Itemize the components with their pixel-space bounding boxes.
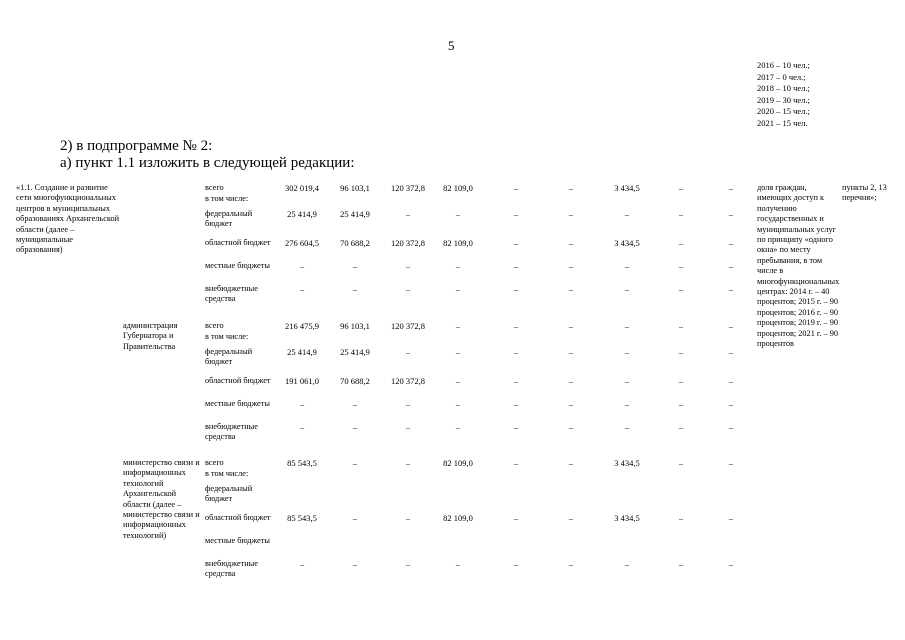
value-cell: – <box>513 559 519 569</box>
years-note-line: 2019 – 30 чел.; <box>757 94 810 105</box>
value-cell: – <box>624 376 630 386</box>
value-cell: 25 414,9 <box>287 209 317 219</box>
value-cell: – <box>352 261 358 271</box>
years-note-line: 2016 – 10 чел.; <box>757 60 810 70</box>
value-cell: – <box>678 183 684 193</box>
value-cell: – <box>455 284 461 294</box>
value-cell: – <box>513 347 519 357</box>
value-cell: – <box>678 458 684 468</box>
value-cell: – <box>678 422 684 432</box>
value-cell: 70 688,2 <box>340 238 370 248</box>
value-cell: – <box>299 422 305 432</box>
row-label: местные бюджеты <box>205 261 270 270</box>
value-cell: – <box>568 513 574 523</box>
row-label: областной бюджет <box>205 376 271 385</box>
value-cell: – <box>513 399 519 409</box>
row-label: местные бюджеты <box>205 536 270 545</box>
value-cell: – <box>405 209 411 219</box>
value-cell: – <box>568 321 574 331</box>
value-cell: – <box>728 183 734 193</box>
row-label-secondary: в том числе: <box>205 194 249 203</box>
value-cell: 82 109,0 <box>443 238 473 248</box>
value-cell: 120 372,8 <box>391 238 425 248</box>
value-cell: – <box>405 422 411 432</box>
value-cell: – <box>728 399 734 409</box>
value-cell: – <box>352 422 358 432</box>
value-cell: – <box>624 284 630 294</box>
value-cell: – <box>568 376 574 386</box>
value-cell: – <box>678 321 684 331</box>
row-label: областной бюджет <box>205 238 271 247</box>
value-cell: – <box>568 261 574 271</box>
value-cell: – <box>728 261 734 271</box>
value-cell: – <box>624 422 630 432</box>
row-label: местные бюджеты <box>205 399 270 408</box>
executor-administration: администрация Губернатора и Правительства <box>123 321 178 351</box>
row-label: внебюджетные средства <box>205 559 258 579</box>
row-label: областной бюджет <box>205 513 271 522</box>
value-cell: – <box>455 399 461 409</box>
value-cell: – <box>455 321 461 331</box>
value-cell: – <box>513 458 519 468</box>
value-cell: – <box>352 559 358 569</box>
years-note-line: 2021 – 15 чел. <box>757 117 808 128</box>
value-cell: – <box>405 261 411 271</box>
value-cell: – <box>352 513 358 523</box>
value-cell: – <box>405 458 411 468</box>
value-cell: – <box>513 238 519 248</box>
value-cell: – <box>299 399 305 409</box>
value-cell: 216 475,9 <box>285 321 319 331</box>
value-cell: – <box>678 376 684 386</box>
value-cell: – <box>299 284 305 294</box>
value-cell: – <box>624 559 630 569</box>
value-cell: – <box>405 399 411 409</box>
value-cell: 3 434,5 <box>614 513 640 523</box>
value-cell: – <box>405 347 411 357</box>
value-cell: – <box>728 347 734 357</box>
value-cell: – <box>568 209 574 219</box>
value-cell: – <box>568 422 574 432</box>
value-cell: 120 372,8 <box>391 376 425 386</box>
value-cell: – <box>455 347 461 357</box>
value-cell: – <box>513 321 519 331</box>
value-cell: 96 103,1 <box>340 183 370 193</box>
row-label: внебюджетные средства <box>205 422 258 442</box>
value-cell: – <box>728 209 734 219</box>
value-cell: – <box>455 422 461 432</box>
value-cell: – <box>513 284 519 294</box>
value-cell: – <box>678 513 684 523</box>
value-cell: – <box>568 399 574 409</box>
value-cell: – <box>455 261 461 271</box>
value-cell: – <box>405 513 411 523</box>
value-cell: – <box>405 559 411 569</box>
value-cell: 25 414,9 <box>340 347 370 357</box>
value-cell: – <box>624 261 630 271</box>
value-cell: – <box>568 559 574 569</box>
value-cell: – <box>352 458 358 468</box>
years-note-line: 2017 – 0 чел.; <box>757 71 806 82</box>
value-cell: – <box>728 321 734 331</box>
row-label: федеральный бюджет <box>205 209 253 229</box>
value-cell: 25 414,9 <box>287 347 317 357</box>
reference-text: пункты 2, 13 перечня»; <box>842 183 887 203</box>
row-label: всего <box>205 183 224 192</box>
row-label: федеральный бюджет <box>205 347 253 367</box>
years-note <box>757 60 810 130</box>
page-number: 5 <box>448 38 455 53</box>
row-label: всего <box>205 321 224 330</box>
value-cell: – <box>728 376 734 386</box>
value-cell: – <box>568 183 574 193</box>
indicator-text: доля граждан, имеющих доступ к получению государственных и муниципальных услуг по принципу «одного окна» по месту пребывания, в том числе в многофункциональных центрах: 2014 г. – 40 процентов; 2015 г. – 90 процентов; 2016 г. – 90 процентов; 2019 г. – 90 процентов; 2021 г. – 90 процентов <box>757 183 840 349</box>
value-cell: – <box>299 261 305 271</box>
value-cell: – <box>728 458 734 468</box>
value-cell: – <box>513 183 519 193</box>
value-cell: 3 434,5 <box>614 458 640 468</box>
value-cell: 82 109,0 <box>443 458 473 468</box>
value-cell: 82 109,0 <box>443 513 473 523</box>
value-cell: – <box>728 559 734 569</box>
value-cell: 85 543,5 <box>287 458 317 468</box>
value-cell: – <box>678 209 684 219</box>
executor-ministry: министерство связи и информационных технологий Архангельской области (далее – министерство связи и информационных технологий) <box>123 458 200 540</box>
value-cell: – <box>455 209 461 219</box>
value-cell: – <box>568 238 574 248</box>
value-cell: 191 061,0 <box>285 376 319 386</box>
value-cell: 3 434,5 <box>614 183 640 193</box>
value-cell: – <box>568 284 574 294</box>
value-cell: 70 688,2 <box>340 376 370 386</box>
row-label: федеральный бюджет <box>205 484 253 504</box>
item-name: «1.1. Создание и развитие сети многофункциональных центров в муниципальных образованиях Архангельской области (далее – муниципальные образования) <box>16 183 120 255</box>
value-cell: – <box>405 284 411 294</box>
value-cell: 120 372,8 <box>391 321 425 331</box>
value-cell: 82 109,0 <box>443 183 473 193</box>
value-cell: 302 019,4 <box>285 183 319 193</box>
value-cell: – <box>624 399 630 409</box>
value-cell: – <box>678 399 684 409</box>
value-cell: 85 543,5 <box>287 513 317 523</box>
value-cell: – <box>624 321 630 331</box>
value-cell: – <box>678 238 684 248</box>
years-note-line: 2020 – 15 чел.; <box>757 106 810 117</box>
value-cell: – <box>728 422 734 432</box>
value-cell: – <box>728 238 734 248</box>
value-cell: – <box>299 559 305 569</box>
row-label: внебюджетные средства <box>205 284 258 304</box>
value-cell: – <box>352 284 358 294</box>
value-cell: – <box>513 376 519 386</box>
value-cell: 3 434,5 <box>614 238 640 248</box>
row-label-secondary: в том числе: <box>205 469 249 478</box>
value-cell: – <box>352 399 358 409</box>
value-cell: – <box>455 376 461 386</box>
value-cell: – <box>568 458 574 468</box>
value-cell: – <box>513 422 519 432</box>
value-cell: 120 372,8 <box>391 183 425 193</box>
value-cell: – <box>678 284 684 294</box>
row-label-secondary: в том числе: <box>205 332 249 341</box>
row-label: всего <box>205 458 224 467</box>
value-cell: – <box>513 513 519 523</box>
value-cell: 276 604,5 <box>285 238 319 248</box>
value-cell: – <box>624 347 630 357</box>
value-cell: – <box>728 284 734 294</box>
value-cell: 25 414,9 <box>340 209 370 219</box>
value-cell: – <box>678 261 684 271</box>
subsection-heading: а) пункт 1.1 изложить в следующей редакции: <box>60 155 355 171</box>
section-heading: 2) в подпрограмме № 2: <box>60 138 213 154</box>
value-cell: – <box>624 209 630 219</box>
value-cell: – <box>513 209 519 219</box>
value-cell: – <box>568 347 574 357</box>
value-cell: 96 103,1 <box>340 321 370 331</box>
value-cell: – <box>678 559 684 569</box>
value-cell: – <box>728 513 734 523</box>
value-cell: – <box>455 559 461 569</box>
years-note-line: 2018 – 10 чел.; <box>757 83 810 94</box>
value-cell: – <box>513 261 519 271</box>
value-cell: – <box>678 347 684 357</box>
